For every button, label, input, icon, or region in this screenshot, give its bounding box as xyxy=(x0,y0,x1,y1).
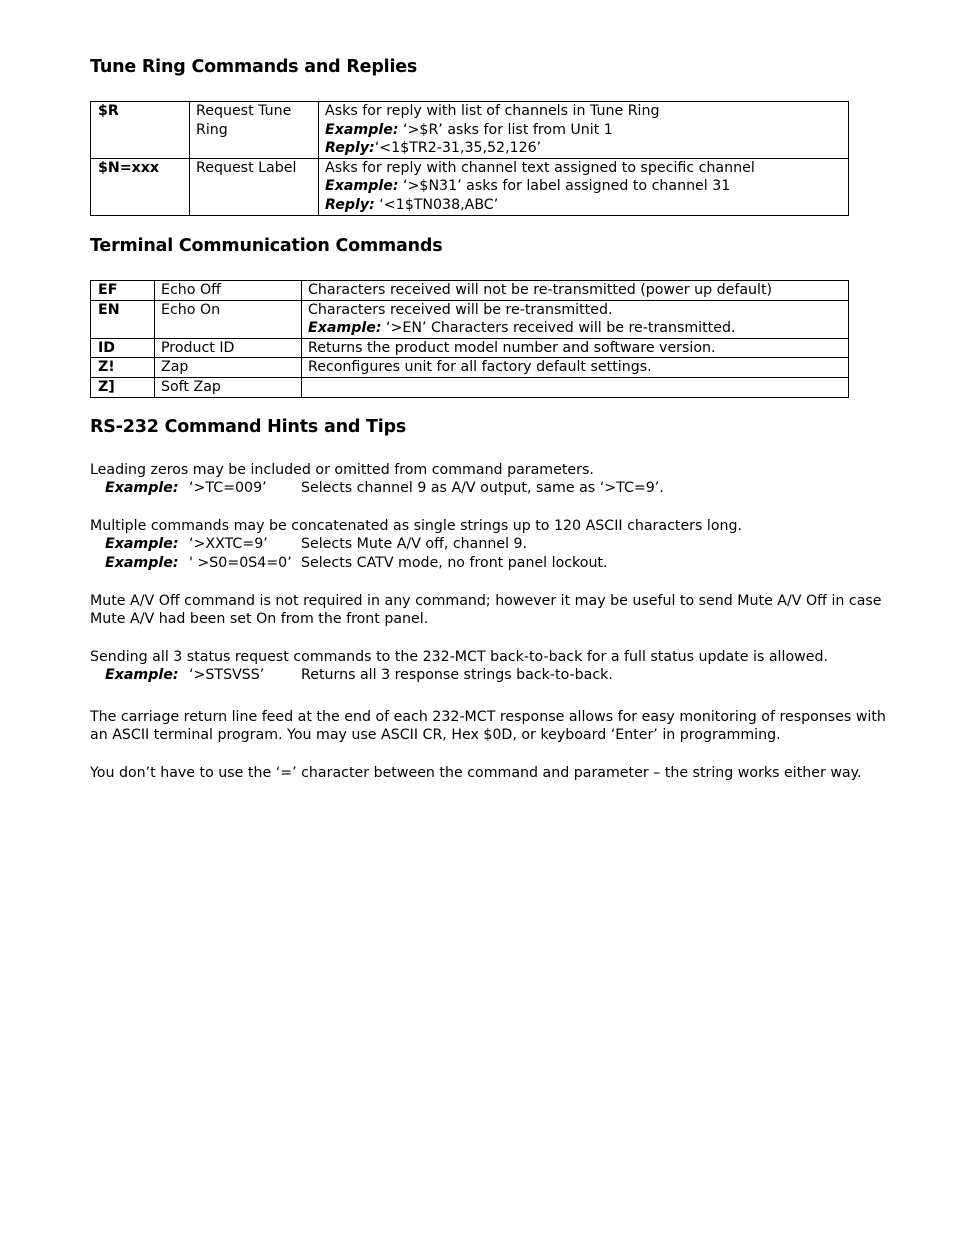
example-text: ‘>$R’ asks for list from Unit 1 xyxy=(398,121,613,138)
reply-line xyxy=(325,196,848,215)
command-description: Returns the product model number and software version. xyxy=(302,338,849,358)
command-code: Z! xyxy=(91,358,155,378)
command-code: EF xyxy=(91,281,155,301)
command-name-line: Request Label xyxy=(196,159,297,176)
example-command: ‘>STSVSS’ xyxy=(189,667,265,683)
command-description: Characters received will not be re-transmitted (power up default) xyxy=(302,281,849,301)
example-command: ‘>XXTC=9’ xyxy=(189,536,268,552)
hint-paragraph: Leading zeros may be included or omitted from command parameters. xyxy=(90,462,594,478)
command-description xyxy=(302,300,849,338)
reply-label: Reply: xyxy=(325,140,375,157)
table-row xyxy=(91,300,849,338)
example-label: Example: xyxy=(105,480,179,496)
example-label: Example: xyxy=(325,121,399,138)
table-row xyxy=(91,158,849,215)
reply-line xyxy=(325,139,848,158)
description-text: Characters received will be re-transmitted. xyxy=(308,301,613,318)
example-label: Example: xyxy=(308,320,382,337)
hint-paragraph: an ASCII terminal program. You may use ASCII CR, Hex $0D, or keyboard ‘Enter’ in programming. xyxy=(90,727,781,743)
example-label: Example: xyxy=(105,555,179,571)
command-code: ID xyxy=(91,338,155,358)
description-text: Asks for reply with channel text assigned to specific channel xyxy=(325,159,755,176)
example-description: Selects channel 9 as A/V output, same as ‘>TC=9’. xyxy=(301,480,664,496)
command-code: EN xyxy=(91,300,155,338)
hints-heading: RS-232 Command Hints and Tips xyxy=(90,417,407,437)
tune-ring-table xyxy=(90,101,849,216)
command-name: Echo On xyxy=(155,300,302,338)
example-label: Example: xyxy=(105,667,179,683)
table-row xyxy=(91,281,849,301)
example-label: Example: xyxy=(325,178,399,195)
example-line xyxy=(308,319,848,338)
command-name: Soft Zap xyxy=(155,377,302,397)
table-row xyxy=(91,338,849,358)
command-description xyxy=(302,377,849,397)
example-command: ' >S0=0S4=0’ xyxy=(189,555,292,571)
reply-label: Reply: xyxy=(325,196,375,213)
command-code: $N=xxx xyxy=(91,158,190,215)
table-row xyxy=(91,102,849,159)
command-name: Product ID xyxy=(155,338,302,358)
command-description: Reconfigures unit for all factory default settings. xyxy=(302,358,849,378)
example-text: ‘>$N31’ asks for label assigned to channel 31 xyxy=(398,178,731,195)
example-text: ‘>EN’ Characters received will be re-transmitted. xyxy=(381,320,736,337)
command-name: Echo Off xyxy=(155,281,302,301)
hint-paragraph: Mute A/V had been set On from the front panel. xyxy=(90,611,429,627)
command-name xyxy=(190,102,319,159)
example-command: ‘>TC=009’ xyxy=(189,480,267,496)
example-line xyxy=(325,177,848,196)
terminal-heading: Terminal Communication Commands xyxy=(90,236,443,256)
hint-paragraph: Sending all 3 status request commands to the 232-MCT back-to-back for a full status update is allowed. xyxy=(90,649,828,665)
hint-paragraph: You don’t have to use the ‘=’ character between the command and parameter – the string works either way. xyxy=(90,765,862,781)
command-description xyxy=(319,158,849,215)
command-name-line: Ring xyxy=(196,121,228,138)
command-description xyxy=(319,102,849,159)
reply-text: ‘<1$TR2-31,35,52,126’ xyxy=(374,140,542,157)
reply-text: ‘<1$TN038,ABC’ xyxy=(374,196,499,213)
hint-paragraph: The carriage return line feed at the end of each 232-MCT response allows for easy monitoring of responses with xyxy=(90,709,886,725)
example-description: Selects Mute A/V off, channel 9. xyxy=(301,536,528,552)
command-name: Zap xyxy=(155,358,302,378)
example-description: Selects CATV mode, no front panel lockout. xyxy=(301,555,608,571)
table-row xyxy=(91,377,849,397)
command-name-line: Request Tune xyxy=(196,103,292,119)
command-code: Z] xyxy=(91,377,155,397)
terminal-table xyxy=(90,280,849,398)
table-row xyxy=(91,358,849,378)
description-text: Asks for reply with list of channels in Tune Ring xyxy=(325,103,660,119)
tune-ring-heading: Tune Ring Commands and Replies xyxy=(90,57,418,77)
example-description: Returns all 3 response strings back-to-back. xyxy=(301,667,613,683)
example-line xyxy=(325,121,848,140)
hint-paragraph: Multiple commands may be concatenated as single strings up to 120 ASCII characters long. xyxy=(90,518,743,534)
example-label: Example: xyxy=(105,536,179,552)
command-name xyxy=(190,158,319,215)
hint-paragraph: Mute A/V Off command is not required in any command; however it may be useful to send Mute A/V Off in case xyxy=(90,593,882,609)
command-code: $R xyxy=(91,102,190,159)
